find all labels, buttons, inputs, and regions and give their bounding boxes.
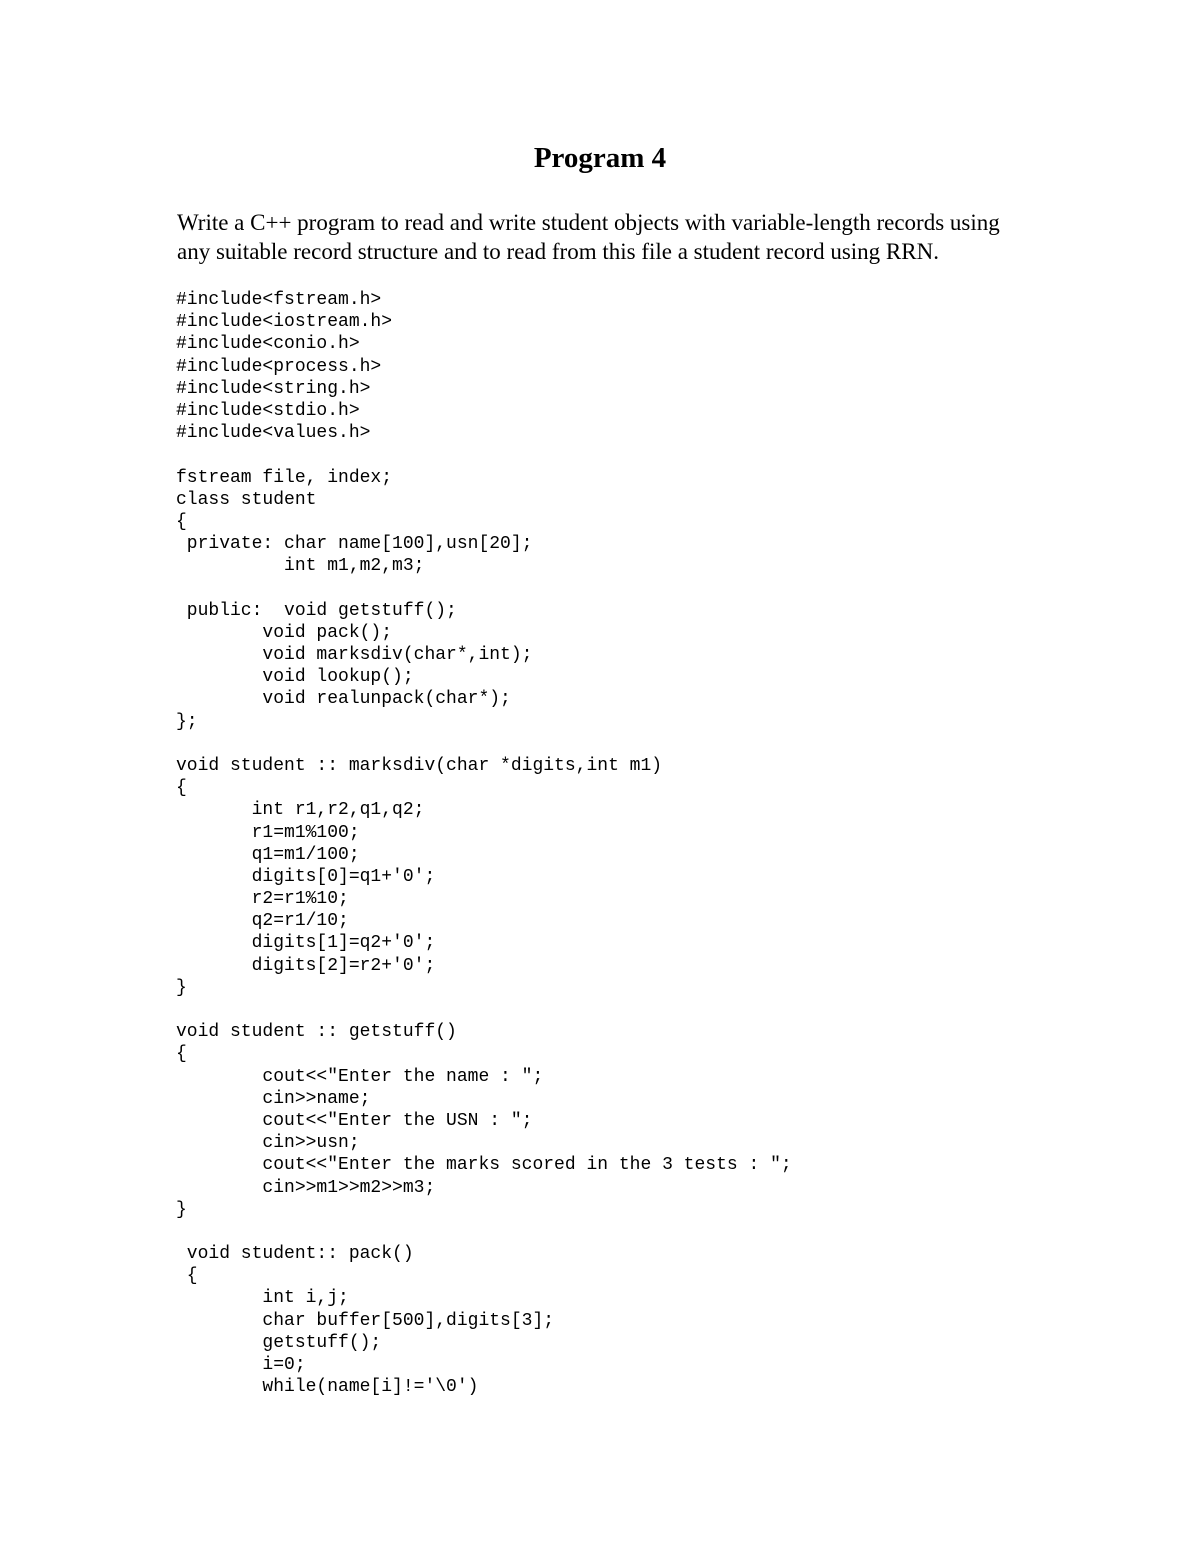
code-line: void pack(); — [176, 622, 393, 643]
code-line: cout<<"Enter the USN : "; — [176, 1110, 533, 1131]
code-line: void lookup(); — [176, 667, 414, 688]
code-line: r2=r1%10; — [176, 889, 349, 910]
code-line: void student :: getstuff() — [176, 1022, 457, 1043]
program-description — [177, 208, 1057, 266]
code-line — [176, 733, 1136, 755]
code-line — [176, 1221, 1136, 1243]
code-line: #include<conio.h> — [176, 334, 360, 355]
code-line: { — [176, 778, 187, 799]
code-line: cin>>usn; — [176, 1133, 360, 1154]
code-line: #include<stdio.h> — [176, 400, 360, 421]
code-line — [176, 444, 1136, 466]
code-line: digits[0]=q1+'0'; — [176, 866, 436, 887]
code-line: cout<<"Enter the name : "; — [176, 1066, 544, 1087]
code-line — [176, 999, 1136, 1021]
code-line: #include<process.h> — [176, 356, 382, 377]
code-line: q1=m1/100; — [176, 844, 360, 865]
code-line: void marksdiv(char*,int); — [176, 645, 533, 665]
code-line: #include<values.h> — [176, 423, 371, 444]
code-line: #include<fstream.h> — [176, 290, 382, 310]
code-line: }; — [176, 711, 198, 732]
code-line: } — [176, 1199, 187, 1220]
code-line — [176, 577, 1136, 599]
code-line: cin>>m1>>m2>>m3; — [176, 1177, 436, 1198]
code-line: void student:: pack() — [176, 1244, 414, 1265]
code-line: q2=r1/10; — [176, 911, 349, 932]
code-line: while(name[i]!='\0') — [176, 1377, 479, 1398]
code-line: public: void getstuff(); — [176, 600, 457, 621]
code-line: { — [176, 1266, 198, 1287]
code-line: int i,j; — [176, 1288, 349, 1309]
code-line: void student :: marksdiv(char *digits,int m1) — [176, 755, 663, 776]
code-line: } — [176, 977, 187, 998]
code-line: char buffer[500],digits[3]; — [176, 1310, 555, 1331]
code-line: getstuff(); — [176, 1332, 382, 1353]
code-line: digits[1]=q2+'0'; — [176, 933, 436, 954]
code-line: cin>>name; — [176, 1088, 371, 1109]
code-line: int m1,m2,m3; — [176, 556, 425, 577]
code-line: digits[2]=r2+'0'; — [176, 955, 436, 976]
page-title: Program 4 — [533, 142, 667, 174]
code-line: void realunpack(char*); — [176, 689, 511, 710]
code-line: { — [176, 511, 187, 532]
code-line: #include<string.h> — [176, 378, 371, 399]
code-line: i=0; — [176, 1355, 306, 1375]
code-line: { — [176, 1044, 187, 1065]
code-line: cout<<"Enter the marks scored in the 3 tests : "; — [176, 1155, 792, 1176]
code-line: private: char name[100],usn[20]; — [176, 534, 533, 555]
code-line: int r1,r2,q1,q2; — [176, 800, 425, 821]
code-line: class student — [176, 489, 317, 510]
code-line: fstream file, index; — [176, 467, 393, 488]
code-line: #include<iostream.h> — [176, 312, 393, 333]
code-line: r1=m1%100; — [176, 822, 360, 843]
description-line: Write a C++ program to read and write student objects with variable-length records using — [177, 210, 1000, 235]
code-listing — [176, 289, 1136, 1398]
description-line: any suitable record structure and to read from this file a student record using RRN. — [177, 239, 939, 264]
